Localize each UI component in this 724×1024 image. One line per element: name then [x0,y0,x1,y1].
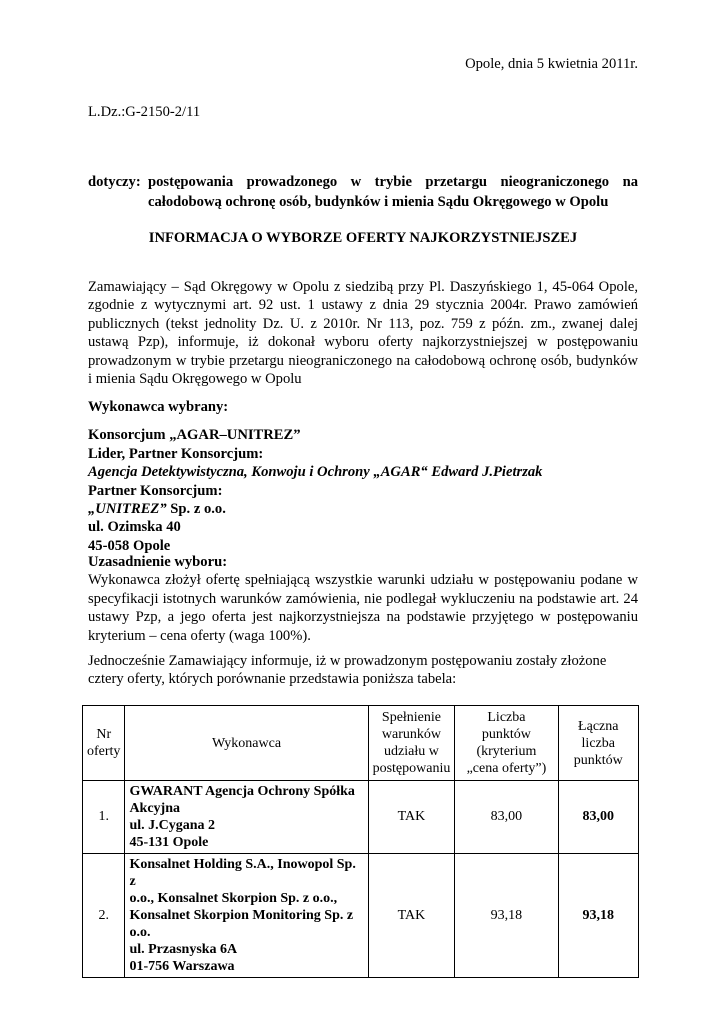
partner-street: ul. Ozimska 40 [88,519,181,536]
partner-name-italic: „UNITREZ” [88,501,167,518]
header-pts-line: punktów [481,727,531,742]
justification-block [88,553,638,645]
consortium-name: Konsorcjum „AGAR–UNITREZ” [88,427,301,444]
points-cell: 93,18 [455,854,558,978]
selected-contractor-title: Wykonawca wybrany: [88,399,229,415]
notice-paragraph: Jednocześnie Zamawiający informuje, iż w prowadzonym postępowaniu zostały złożone cztery oferty, których porównanie przedstawia poniższa tabela: [88,653,607,688]
contractor-line: ul. Przasnyska 6A [129,942,238,957]
leader-label: Lider, Partner Konsorcjum: [88,445,264,462]
header-nr-line: oferty [87,744,121,759]
header-cond-line: udziału w [384,744,439,759]
total-cell: 83,00 [558,781,638,854]
header-conditions [368,706,455,781]
table-row [83,854,639,978]
intro-paragraph: Zamawiający – Sąd Okręgowy w Opolu z siedzibą przy Pl. Daszyńskiego 1, 45-064 Opole, zgodnie z wytycznymi art. 92 ust. 1 ustawy z dnia 29 stycznia 2004r. Prawo zamówień publicznych (tekst jednolity Dz. U. z 2010r. Nr 113, poz. 759 z późn. zm., zwanej dalej ustawą Pzp), informuje, iż dokonał wyboru oferty najkorzystniejszej w postępowaniu prowadzonym w trybie przetargu nieograniczonego na całodobową ochronę osób, budynków i mienia Sądu Okręgowego w Opolu [88,279,638,388]
justification-text: Wykonawca złożył ofertę spełniającą wszystkie warunki udziału w postępowaniu podane w specyfikacji istotnych warunków zamówienia, nie podlegał wykluczeniu na podstawie art. 24 ustawy Pzp, a jego oferta jest najkorzystniejsza na podstawie przyjętego w postępowaniu kryterium – cena oferty (waga 100%). [88,572,638,644]
table-row [83,781,639,854]
contractor-cell [125,854,368,978]
contractor-line: o.o. [129,925,151,940]
document-heading: INFORMACJA O WYBORZE OFERTY NAJKORZYSTNIEJSZEJ [148,230,578,246]
reference-number: L.Dz.:G-2150-2/11 [88,104,201,120]
offer-number: 1. [83,781,125,854]
header-pts-line: „cena oferty”) [466,761,547,776]
table-header-row [83,706,639,781]
header-total-line: punktów [573,752,623,768]
header-nr-line: Nr [96,727,112,742]
header-total [558,706,638,781]
contractor-line: ul. J.Cygana 2 [129,818,216,833]
conditions-cell: TAK [368,854,455,978]
points-cell: 83,00 [455,781,558,854]
subject-text: postępowania prowadzonego w trybie przetargu nieograniczonego na całodobową ochronę osób, budynków i mienia Sądu Okręgowego w Opolu [148,174,638,210]
header-contractor: Wykonawca [125,706,368,781]
header-total-line: liczba [581,735,615,751]
contractor-line: Akcyjna [129,801,180,816]
conditions-cell: TAK [368,781,455,854]
header-cond-line: warunków [381,727,442,742]
selected-contractor-block [88,398,638,555]
contractor-line: o.o., Konsalnet Skorpion Sp. z o.o., [129,891,338,906]
header-offer-number [83,706,125,781]
contractor-line: 45-131 Opole [129,835,209,850]
contractor-line: GWARANT Agencja Ochrony Spółka [129,784,355,799]
offer-number: 2. [83,854,125,978]
total-cell: 93,18 [558,854,638,978]
header-points [455,706,558,781]
justification-title: Uzasadnienie wyboru: [88,554,228,570]
header-pts-line: (kryterium [476,744,537,759]
header-pts-line: Liczba [487,710,526,725]
partner-label: Partner Konsorcjum: [88,482,223,499]
leader-name: Agencja Detektywistyczna, Konwoju i Ochrony „AGAR“ Edward J.Pietrzak [88,464,543,481]
partner-name-rest: Sp. z o.o. [166,501,226,518]
header-cond-line: Spełnienie [381,710,442,725]
contractor-cell [125,781,368,854]
contractor-line: Konsalnet Holding S.A., Inowopol Sp. z [129,857,356,889]
contractor-line: 01-756 Warszawa [129,959,235,974]
offers-table [82,705,639,978]
contractor-line: Konsalnet Skorpion Monitoring Sp. z [129,908,354,923]
header-total-line: Łączna [578,718,619,734]
subject-block [88,172,638,212]
partner-name [88,500,638,518]
partner-city: 45-058 Opole [88,537,171,554]
subject-label: dotyczy: [88,174,141,190]
header-cond-line: postępowaniu [372,761,451,776]
date-line: Opole, dnia 5 kwietnia 2011r. [465,56,638,72]
